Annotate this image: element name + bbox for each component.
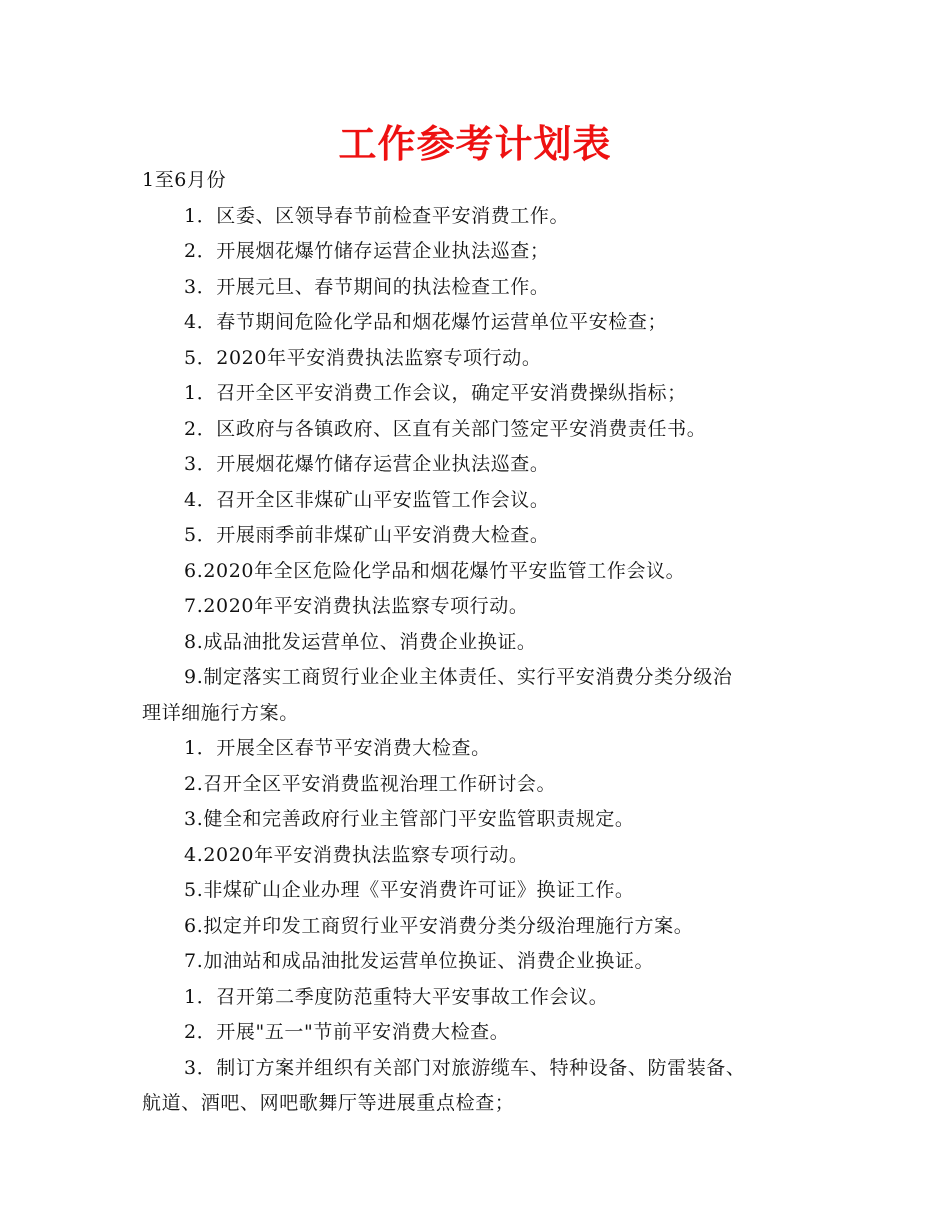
text-line: 4.2020年平安消费执法监察专项行动。 bbox=[184, 843, 529, 866]
text-line: 3．开展元旦、春节期间的执法检查工作。 bbox=[184, 275, 550, 298]
text-line: 6.拟定并印发工商贸行业平安消费分类分级治理施行方案。 bbox=[184, 914, 694, 937]
text-line: 6.2020年全区危险化学品和烟花爆竹平安监管工作会议。 bbox=[184, 559, 686, 582]
text-line: 7.2020年平安消费执法监察专项行动。 bbox=[184, 595, 529, 617]
text-line: 1．区委、区领导春节前检查平安消费工作。 bbox=[184, 204, 570, 227]
text-line: 3.健全和完善政府行业主管部门平安监管职责规定。 bbox=[184, 808, 635, 830]
text-line: 理详细施行方案。 bbox=[142, 701, 299, 724]
text-line: 7.加油站和成品油批发运营单位换证、消费企业换证。 bbox=[184, 950, 655, 972]
text-line: 2．开展烟花爆竹储存运营企业执法巡查； bbox=[184, 240, 550, 262]
text-line: 1．召开第二季度防范重特大平安事故工作会议。 bbox=[184, 985, 609, 1008]
text-line: 1．开展全区春节平安消费大检查。 bbox=[184, 737, 491, 759]
document-body bbox=[142, 163, 822, 1122]
text-line: 1．召开全区平安消费工作会议，确定平安消费操纵指标； bbox=[184, 382, 687, 404]
text-line: 2．开展"五一"节前平安消费大检查。 bbox=[184, 1021, 510, 1043]
text-line: 4．召开全区非煤矿山平安监管工作会议。 bbox=[184, 488, 550, 511]
text-line: 5.非煤矿山企业办理《平安消费许可证》换证工作。 bbox=[184, 879, 635, 901]
text-line: 2.召开全区平安消费监视治理工作研讨会。 bbox=[184, 772, 557, 795]
text-line: 3．制订方案并组织有关部门对旅游缆车、特种设备、防雷装备、 bbox=[184, 1056, 746, 1079]
document-title: 工作参考计划表 bbox=[338, 122, 612, 166]
text-line: 9.制定落实工商贸行业企业主体责任、实行平安消费分类分级治 bbox=[184, 666, 733, 688]
text-line: 3．开展烟花爆竹储存运营企业执法巡查。 bbox=[184, 453, 550, 475]
text-line: 2．区政府与各镇政府、区直有关部门签定平安消费责任书。 bbox=[184, 417, 707, 440]
text-line: 航道、酒吧、网吧歌舞厅等进展重点检查； bbox=[142, 1092, 515, 1114]
text-line: 5．开展雨季前非煤矿山平安消费大检查。 bbox=[184, 524, 550, 546]
text-line: 5．2020年平安消费执法监察专项行动。 bbox=[184, 346, 542, 369]
text-line: 1至6月份 bbox=[142, 169, 227, 191]
text-line: 8.成品油批发运营单位、消费企业换证。 bbox=[184, 630, 537, 653]
text-line: 4．春节期间危险化学品和烟花爆竹运营单位平安检查； bbox=[184, 311, 668, 333]
